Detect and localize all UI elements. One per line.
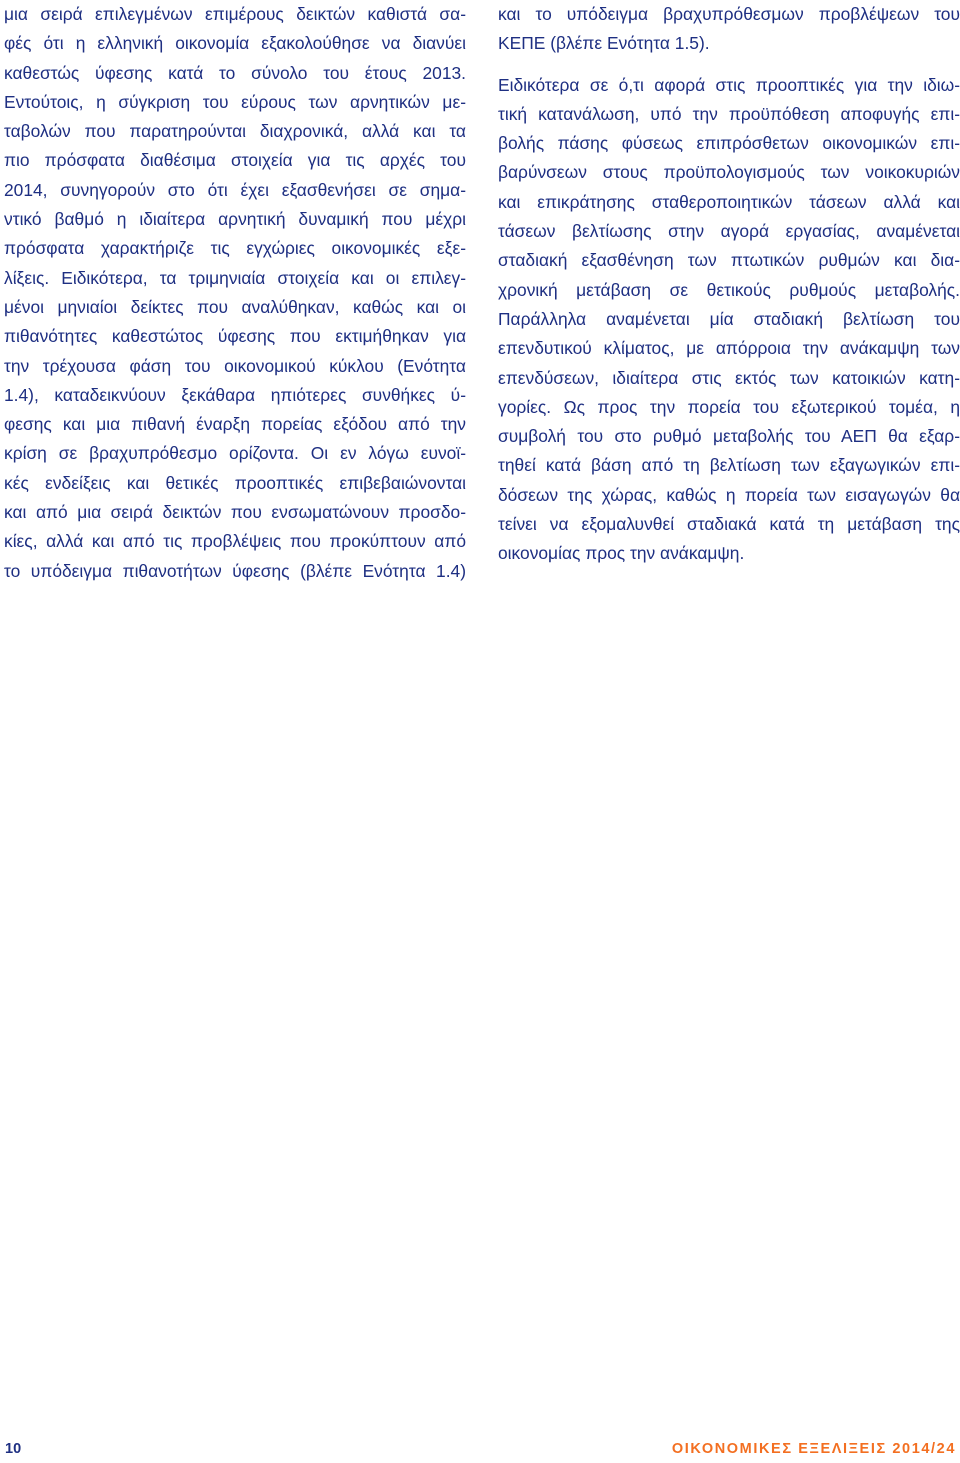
text-line: κρίση σε βραχυπρόθεσμο ορίζοντα. Οι εν λόγω ευνοϊ- <box>4 443 466 464</box>
text-line: και από μια σειρά δεικτών που ενσωματώνουν προσδο- <box>4 502 466 523</box>
text-line: Ειδικότερα σε ό,τι αφορά στις προοπτικές για την ιδιω- <box>498 74 960 95</box>
text-line: βολής πάσης φύσεως επιπρόσθετων οικονομικών επι- <box>498 133 960 154</box>
text-line: κίες, αλλά και από τις προβλέψεις που προκύπτουν από <box>4 531 466 552</box>
text-line: σταδιακή εξασθένηση των πτωτικών ρυθμών και δια- <box>498 250 960 271</box>
text-line: καθεστώς ύφεσης κατά το σύνολο του έτους 2013. <box>4 62 466 83</box>
text-line: κές ενδείξεις και θετικές προοπτικές επιβεβαιώνονται <box>4 472 466 493</box>
text-line: 2014, συνηγορούν στο ότι έχει εξασθενήσει σε σημα- <box>4 179 466 200</box>
text-line: και το υπόδειγμα βραχυπρόθεσμων προβλέψεων του <box>498 4 960 24</box>
text-line: την τρέχουσα φάση του οικονομικού κύκλου (Ενότητα <box>4 355 466 376</box>
text-line: τάσεων βελτίωσης στην αγορά εργασίας, αναμένεται <box>498 221 960 242</box>
text-line: μένοι μηνιαίοι δείκτες που αναλύθηκαν, καθώς και οι <box>4 296 466 317</box>
text-line: το υπόδειγμα πιθανοτήτων ύφεσης (βλέπε Ενότητα 1.4) <box>4 560 466 581</box>
text-line: ντικό βαθμό η ιδιαίτερα αρνητική δυναμική που μέχρι <box>4 209 466 230</box>
text-line: χρονική μετάβαση σε θετικούς ρυθμούς μεταβολής. <box>498 279 960 300</box>
text-line: συμβολή του στο ρυθμό μεταβολής του ΑΕΠ θα εξαρ- <box>498 426 960 447</box>
text-line: επενδύσεων, ιδιαίτερα στις εκτός των κατοικιών κατη- <box>498 367 960 388</box>
text-line: τηθεί κατά βάση από τη βελτίωση των εξαγωγικών επι- <box>498 455 960 476</box>
text-line: φές ότι η ελληνική οικονομία εξακολούθησε να διανύει <box>4 33 466 54</box>
text-line: γορίες. Ως προς την πορεία του εξωτερικού τομέα, η <box>498 396 960 417</box>
page-number: 10 <box>5 1441 22 1457</box>
text-line: πιο πρόσφατα διαθέσιμα στοιχεία για τις αρχές του <box>4 150 466 171</box>
text-line: πρόσφατα χαρακτήριζε τις εγχώριες οικονομικές εξε- <box>4 238 466 259</box>
text-line: δόσεων της χώρας, καθώς η πορεία των εισαγωγών θα <box>498 484 960 505</box>
left-text-column <box>4 0 466 586</box>
text-line: Παράλληλα αναμένεται μία σταδιακή βελτίωση του <box>498 308 960 329</box>
text-line: μια σειρά επιλεγμένων επιμέρους δεικτών καθιστά σα- <box>4 4 466 24</box>
text-line: οικονομίας προς την ανάκαμψη. <box>498 543 745 564</box>
text-line: ΚΕΠΕ (βλέπε Ενότητα 1.5). <box>498 33 710 54</box>
text-line: φεσης και μια πιθανή έναρξη πορείας εξόδου από την <box>4 414 466 435</box>
text-line: και επικράτησης σταθεροποιητικών τάσεων αλλά και <box>498 191 960 212</box>
text-line: λίξεις. Ειδικότερα, τα τριμηνιαία στοιχεία και οι επιλεγ- <box>4 267 466 288</box>
text-line: επενδυτικού κλίματος, με απόρροια την ανάκαμψη των <box>498 338 960 359</box>
paragraph-gap <box>498 59 960 71</box>
text-line: Εντούτοις, η σύγκριση του εύρους των αρνητικών με- <box>4 91 466 112</box>
publication-title: ΟΙΚΟΝΟΜΙΚΕΣ ΕΞΕΛΙΞΕΙΣ 2014/24 <box>671 1441 956 1457</box>
text-line: τείνει να εξομαλυνθεί σταδιακά κατά τη μετάβαση της <box>498 514 960 535</box>
text-line: βαρύνσεων στους προϋπολογισμούς των νοικοκυριών <box>498 162 960 183</box>
right-text-column <box>498 0 960 569</box>
text-line: τική κατανάλωση, υπό την προϋπόθεση αποφυγής επι- <box>498 103 960 124</box>
text-line: ταβολών που παρατηρούνται διαχρονικά, αλλά και τα <box>4 121 466 142</box>
text-line: πιθανότητες καθεστώτος ύφεσης που εκτιμήθηκαν για <box>4 326 466 347</box>
text-line: 1.4), καταδεικνύουν ξεκάθαρα ηπιότερες συνθήκες ύ- <box>4 384 466 405</box>
